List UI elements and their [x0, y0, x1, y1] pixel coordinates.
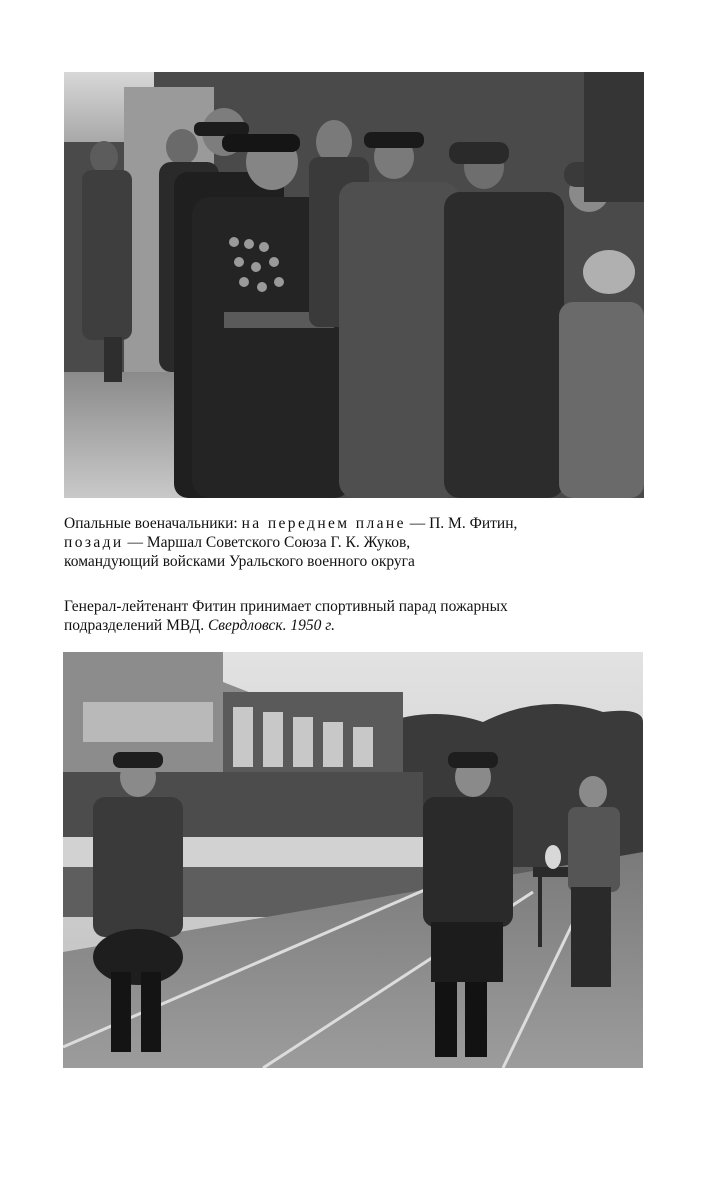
caption-bottom-line-1: Генерал-лейтенант Фитин принимает спортивный парад пожарных [64, 598, 508, 615]
caption-bottom-line-2 [64, 616, 644, 635]
caption-top-text-d: позади [64, 534, 124, 551]
photo-stadium-parade [63, 652, 643, 1068]
caption-top-text-b: на переднем плане [241, 515, 406, 532]
caption-bottom [64, 597, 644, 635]
caption-bottom-text-a: подразделений МВД. [64, 617, 208, 634]
photo-officers-crowd-image [64, 72, 644, 498]
caption-top-line-1 [64, 514, 644, 533]
caption-top-line-2 [64, 533, 644, 552]
photo-officers-crowd [64, 72, 644, 498]
caption-top-text-e: — Маршал Советского Союза Г. К. Жуков, [123, 534, 411, 551]
caption-top-text-a: Опальные военачальники: [64, 515, 242, 532]
caption-top-line-3: командующий войсками Уральского военного округа [64, 553, 415, 570]
photo-stadium-parade-image [63, 652, 643, 1068]
caption-top-text-c: — П. М. Фитин, [405, 515, 518, 532]
caption-bottom-text-b: Свердловск. 1950 г. [207, 617, 335, 634]
caption-top [64, 514, 644, 571]
